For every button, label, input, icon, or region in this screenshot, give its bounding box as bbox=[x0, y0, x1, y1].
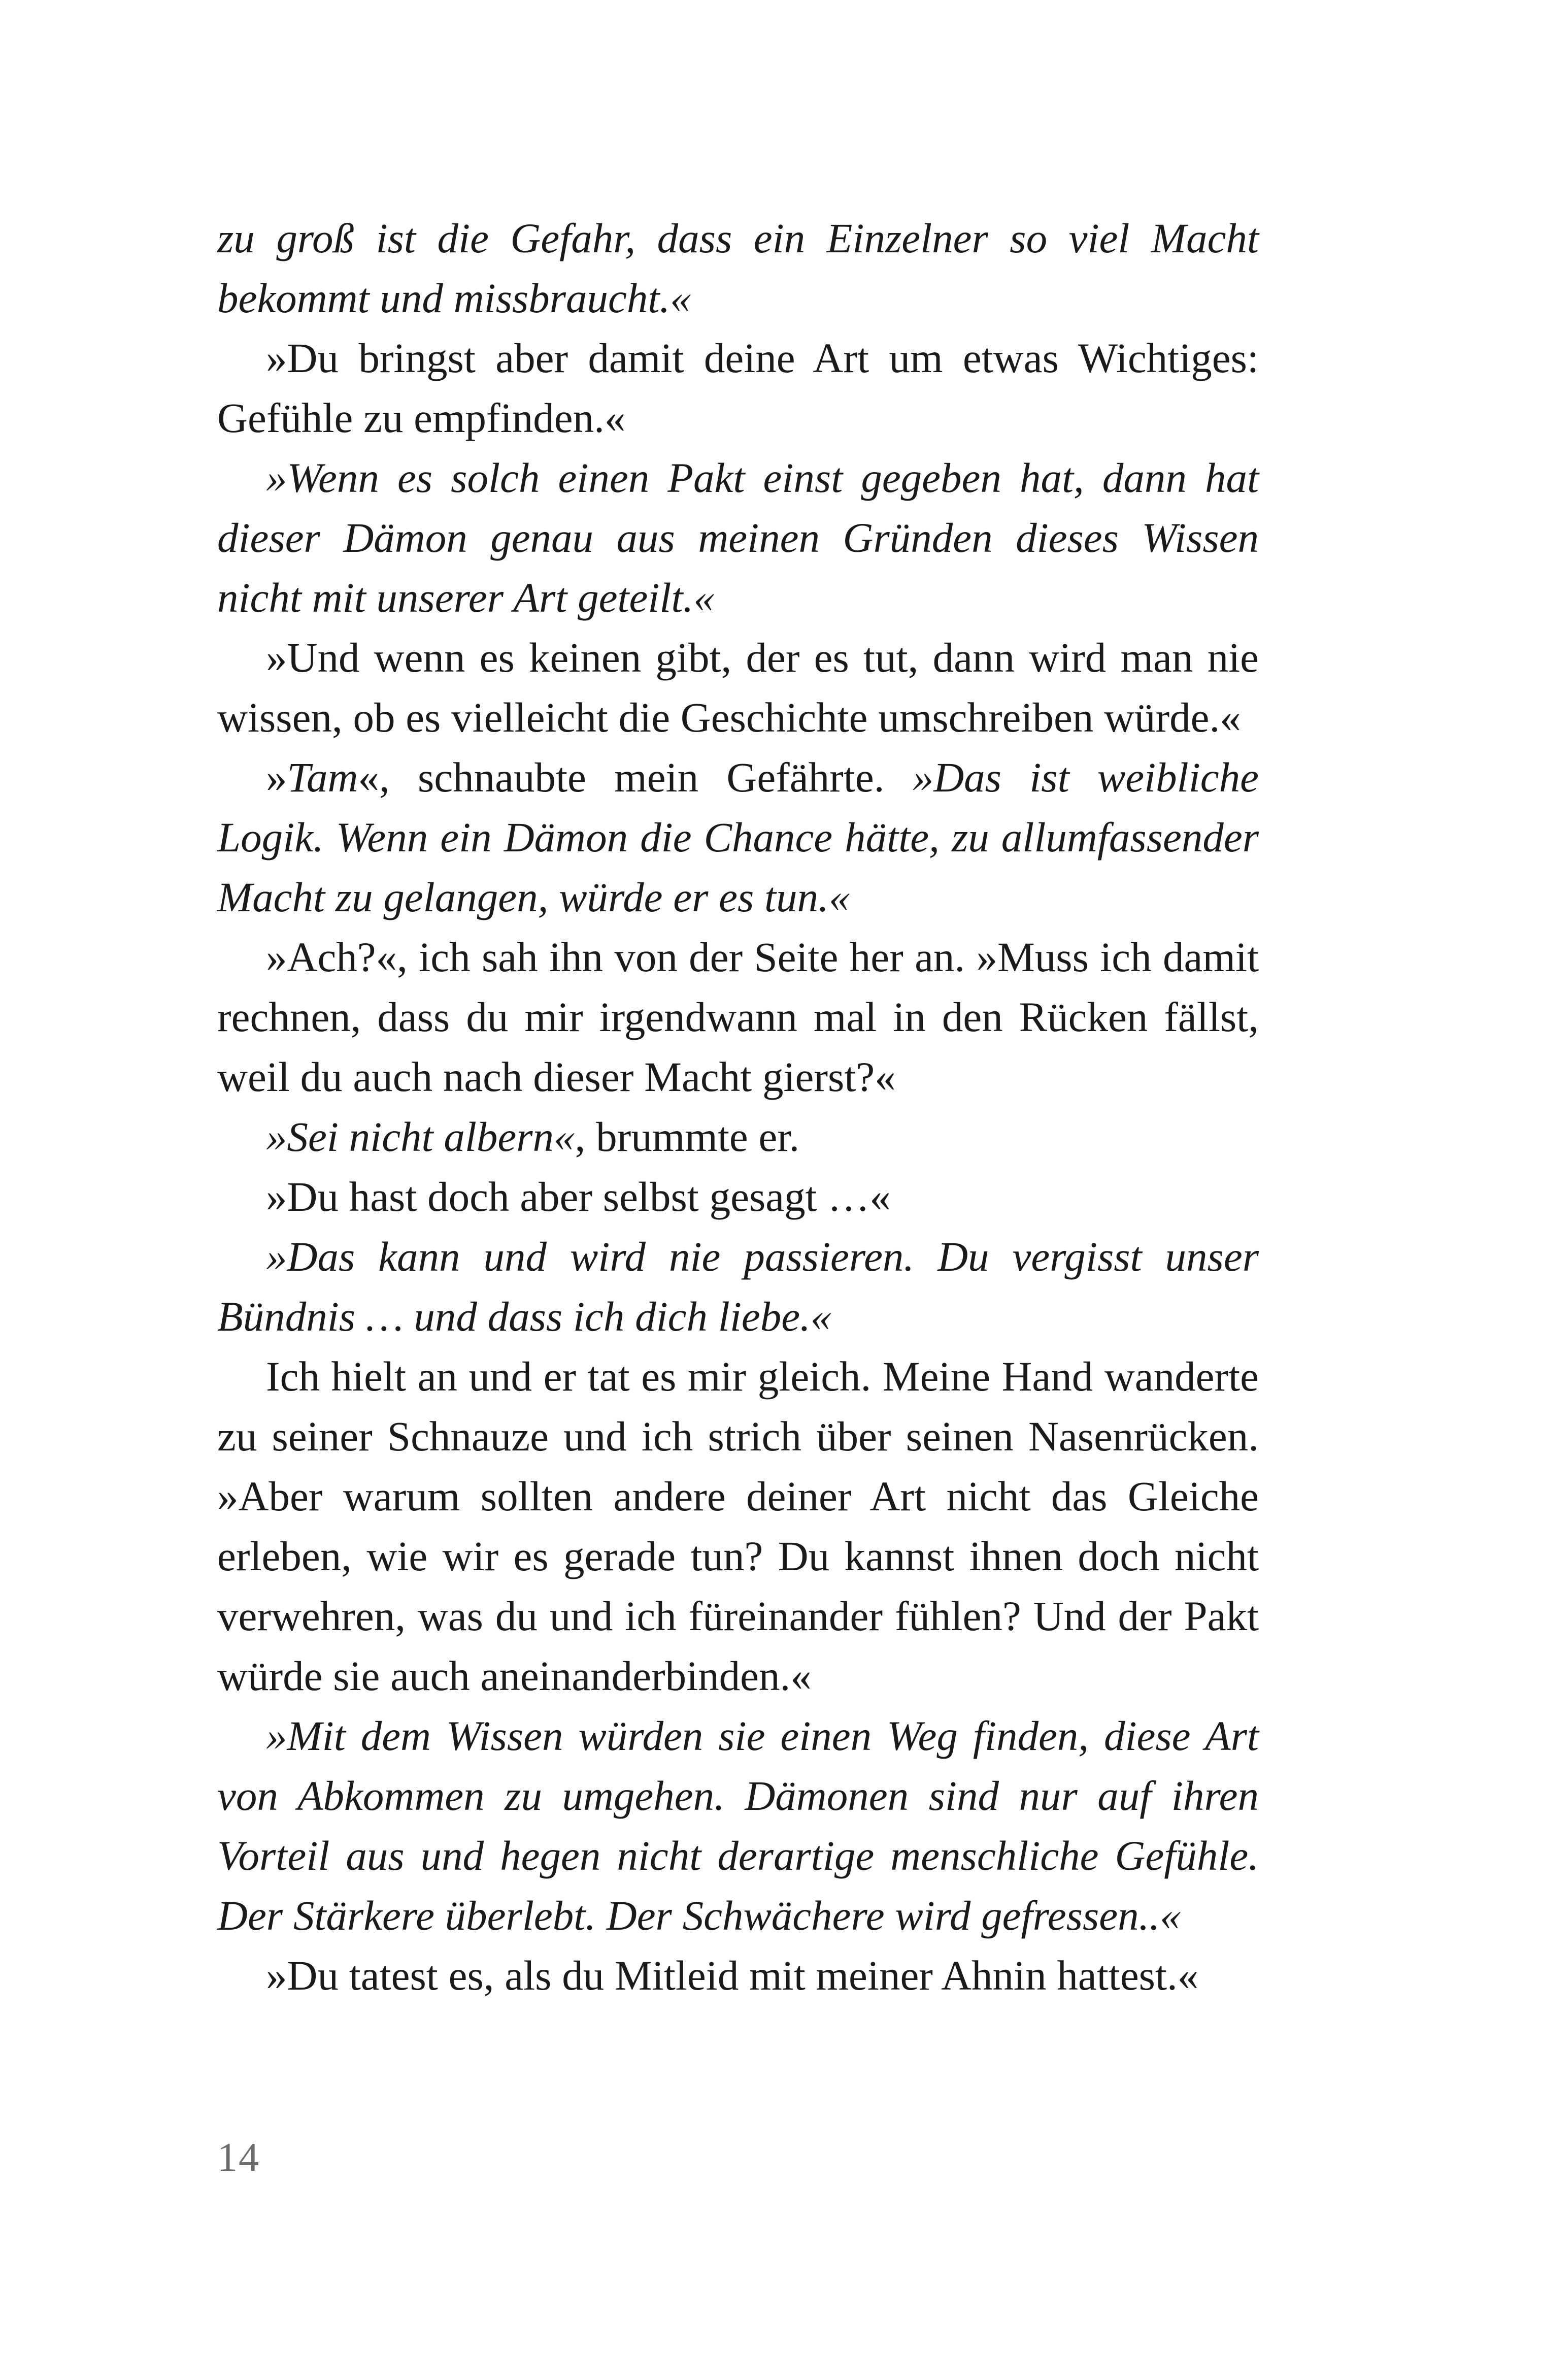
text-run: «, schnaubte mein Gefährte. bbox=[358, 754, 913, 801]
paragraph bbox=[217, 627, 1259, 747]
paragraph bbox=[217, 328, 1259, 448]
text-run: »Und wenn es keinen gibt, der es tut, dann wird man nie wissen, ob es vielleicht die Geschichte umschreiben würde.« bbox=[217, 634, 1259, 741]
text-run: »Ach?«, ich sah ihn von der Seite her an. »Muss ich damit rechnen, dass du mir irgendwann mal in den Rücken fällst, weil du auch nach dieser Macht gierst?« bbox=[217, 934, 1259, 1100]
paragraph bbox=[217, 1107, 1259, 1167]
paragraph bbox=[217, 1945, 1259, 2005]
text-run: , brummte er. bbox=[575, 1113, 800, 1160]
italic-text: »Wenn es solch einen Pakt einst gegeben hat, dann hat dieser Dämon genau aus meinen Gründen dieses Wissen nicht mit unserer Art geteilt.« bbox=[217, 454, 1259, 621]
italic-text: Tam bbox=[287, 754, 358, 801]
italic-text: zu groß ist die Gefahr, dass ein Einzelner so viel Macht bekommt und missbraucht.« bbox=[217, 215, 1259, 321]
paragraph bbox=[217, 208, 1259, 328]
page-number: 14 bbox=[217, 2135, 260, 2180]
paragraph bbox=[217, 927, 1259, 1107]
italic-text: »Das kann und wird nie passieren. Du vergisst unser Bündnis … und dass ich dich liebe.« bbox=[217, 1233, 1259, 1340]
text-run: » bbox=[266, 754, 287, 801]
paragraph bbox=[217, 1227, 1259, 1346]
italic-text: »Mit dem Wissen würden sie einen Weg finden, diese Art von Abkommen zu umgehen. Dämonen sind nur auf ihren Vorteil aus und hegen nicht derartige menschliche Gefühle. Der Stärkere überlebt. Der Schwächere wird gefressen..« bbox=[217, 1712, 1259, 1939]
text-run: »Du hast doch aber selbst gesagt …« bbox=[266, 1173, 891, 1220]
body-text bbox=[217, 208, 1259, 2005]
italic-text: »Das ist weibliche Logik. Wenn ein Dämon die Chance hätte, zu allumfassender Macht zu gelangen, würde er es tun.« bbox=[217, 754, 1259, 920]
text-run: »Du tatest es, als du Mitleid mit meiner Ahnin hattest.« bbox=[266, 1952, 1199, 1999]
text-run: Ich hielt an und er tat es mir gleich. Meine Hand wanderte zu seiner Schnauze und ich strich über seinen Nasenrücken. »Aber warum sollten andere deiner Art nicht das Gleiche erleben, wie wir es gerade tun? Du kannst ihnen doch nicht verwehren, was du und ich füreinander fühlen? Und der Pakt würde sie auch aneinanderbinden.« bbox=[217, 1353, 1259, 1699]
italic-text: »Sei nicht albern« bbox=[266, 1113, 575, 1160]
paragraph bbox=[217, 1346, 1259, 1706]
paragraph bbox=[217, 1706, 1259, 1945]
paragraph bbox=[217, 747, 1259, 927]
paragraph bbox=[217, 1167, 1259, 1227]
paragraph bbox=[217, 448, 1259, 627]
text-run: »Du bringst aber damit deine Art um etwas Wichtiges: Gefühle zu empfinden.« bbox=[217, 335, 1259, 441]
